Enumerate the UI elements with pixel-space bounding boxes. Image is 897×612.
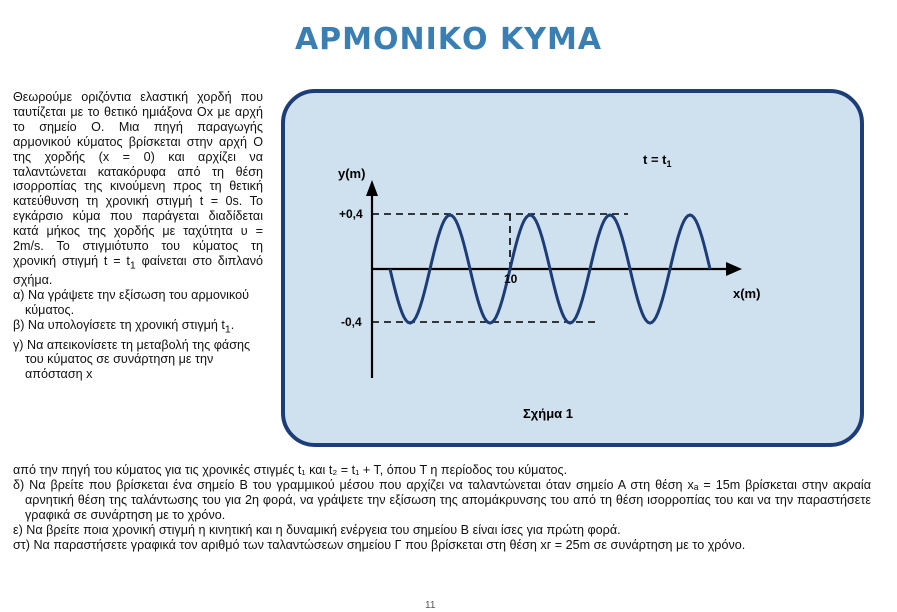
problem-text [13, 90, 263, 382]
question-c-continued: από την πηγή του κύματος για τις χρονικές στιγμές t₁ και t₂ = t₁ + T, όπου T η περίοδος του κύματος. [13, 463, 568, 477]
figure-caption: Σχήμα 1 [523, 406, 574, 421]
question-a: α) Να γράψετε την εξίσωση του αρμονικού κύματος. [13, 288, 249, 318]
intro-paragraph: Θεωρούμε οριζόντια ελαστική χορδή που ταυτίζεται με το θετικό ημιάξονα Οx με αρχή το σημείο Ο. Μια πηγή παραγωγής αρμονικού κύματος βρίσκεται στην αρχή Ο της χορδής (x = 0) και αρχίζει να ταλαντώνεται κατακόρυφα από τη θέση ισορροπίας της κινούμενη προς τη θετική κατεύθυνση τη χρονική στιγμή t = 0s. Το εγκάρσιο κύμα που παράγεται διαδίδεται κατά μήκος της χορδής με ταχύτητα υ = 2m/s. Το στιγμιότυπο του κύματος τη χρονική στιγμή $t = t_1$ φαίνεται στο διπλανό σχήμα. [13, 90, 263, 288]
y-tick-negative: -0,4 [341, 315, 362, 329]
y-tick-positive: +0,4 [339, 207, 363, 221]
time-label: $t = t_1$ [643, 152, 672, 169]
page-title: ΑΡΜΟΝΙΚΟ ΚΥΜΑ [294, 22, 603, 57]
wave-diagram [280, 88, 865, 448]
wave-figure [280, 88, 865, 448]
x-tick-10: 10 [504, 272, 518, 286]
question-e: ε) Να βρείτε ποια χρονική στιγμή η κινητική και η δυναμική ενέργεια του σημείου Β είναι ίσες για πρώτη φορά. [13, 522, 621, 537]
page-number: 11 [425, 600, 436, 611]
question-c: γ) Να απεικονίσετε τη μεταβολή της φάσης του κύματος σε συνάρτηση με την απόσταση x [13, 337, 251, 382]
question-st: στ) Να παραστήσετε γραφικά τον αριθμό των ταλαντώσεων σημείου Γ που βρίσκεται στη θέση xᴦ = 25m σε συνάρτηση με το χρόνο. [13, 537, 746, 552]
question-b: β) Να υπολογίσετε τη χρονική στιγμή $t_1$. [13, 318, 235, 336]
y-axis-label: y(m) [338, 166, 366, 181]
question-d: δ) Να βρείτε που βρίσκεται ένα σημείο Β του γραμμικού μέσου που αρχίζει να ταλαντώνεται όταν σημείο Α στη θέση xₐ = 15m βρίσκεται στην ακραία αρνητική θέση της ταλάντωσης του για 2η φορά, να γράψετε την εξίσωση της απομάκρυνσης του από τη θέση ισορροπίας του και να την παραστήσετε γραφικά σε συνάρτηση με το χρόνο. [13, 477, 871, 522]
questions-continued [13, 463, 871, 552]
x-axis-label: x(m) [733, 286, 761, 301]
